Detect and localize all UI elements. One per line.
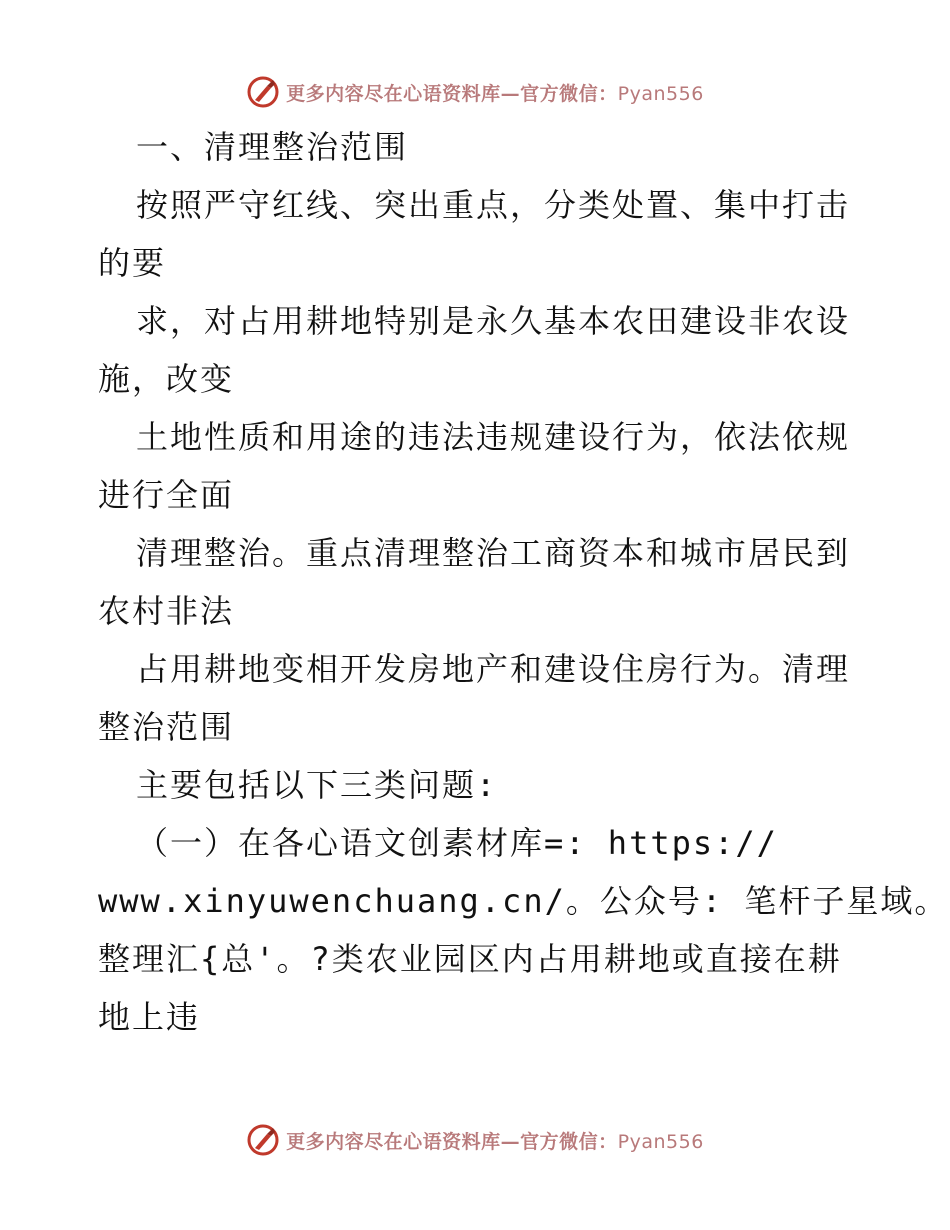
header-banner-text bbox=[286, 79, 704, 106]
document-body bbox=[98, 118, 949, 1046]
paragraph-line: 占用耕地变相开发房地产和建设住房行为。清理 bbox=[136, 650, 851, 688]
paragraph-line: 地上违 bbox=[98, 998, 201, 1036]
paragraph-line: 农村非法 bbox=[98, 592, 235, 630]
footer-banner-label: 更多内容尽在心语资料库—官方微信： bbox=[286, 1130, 618, 1153]
footer-banner bbox=[0, 1120, 950, 1160]
paragraph-line: 求，对占用耕地特别是永久基本农田建设非农设 bbox=[136, 302, 851, 340]
header-banner bbox=[0, 72, 950, 112]
paragraph-line: 土地性质和用途的违法违规建设行为，依法依规 bbox=[136, 418, 851, 456]
paragraph-line: （一）在各心语文创素材库=: https:// bbox=[136, 824, 778, 862]
paragraph-line: 清理整治。重点清理整治工商资本和城市居民到 bbox=[136, 534, 851, 572]
footer-banner-text bbox=[286, 1127, 704, 1154]
paragraph-line: 按照严守红线、突出重点，分类处置、集中打击 bbox=[136, 186, 851, 224]
paragraph-line: 的要 bbox=[98, 244, 167, 282]
paragraph-line: 整理汇{总'。?类农业园区内占用耕地或直接在耕 bbox=[98, 940, 842, 978]
paragraph-line: 主要包括以下三类问题: bbox=[136, 766, 498, 804]
section-heading: 一、清理整治范围 bbox=[136, 128, 409, 166]
paragraph-line: 进行全面 bbox=[98, 476, 235, 514]
paragraph-line: 整治范围 bbox=[98, 708, 235, 746]
pen-nib-logo-icon bbox=[246, 75, 280, 109]
header-banner-code: Pyan556 bbox=[617, 82, 704, 105]
header-banner-label: 更多内容尽在心语资料库—官方微信： bbox=[286, 82, 618, 105]
pen-nib-logo-icon bbox=[246, 1123, 280, 1157]
paragraph-line: 施，改变 bbox=[98, 360, 235, 398]
paragraph-line: www.xinyuwenchuang.cn/。公众号: 笔杆子星域。 bbox=[98, 882, 949, 920]
footer-banner-code: Pyan556 bbox=[617, 1130, 704, 1153]
